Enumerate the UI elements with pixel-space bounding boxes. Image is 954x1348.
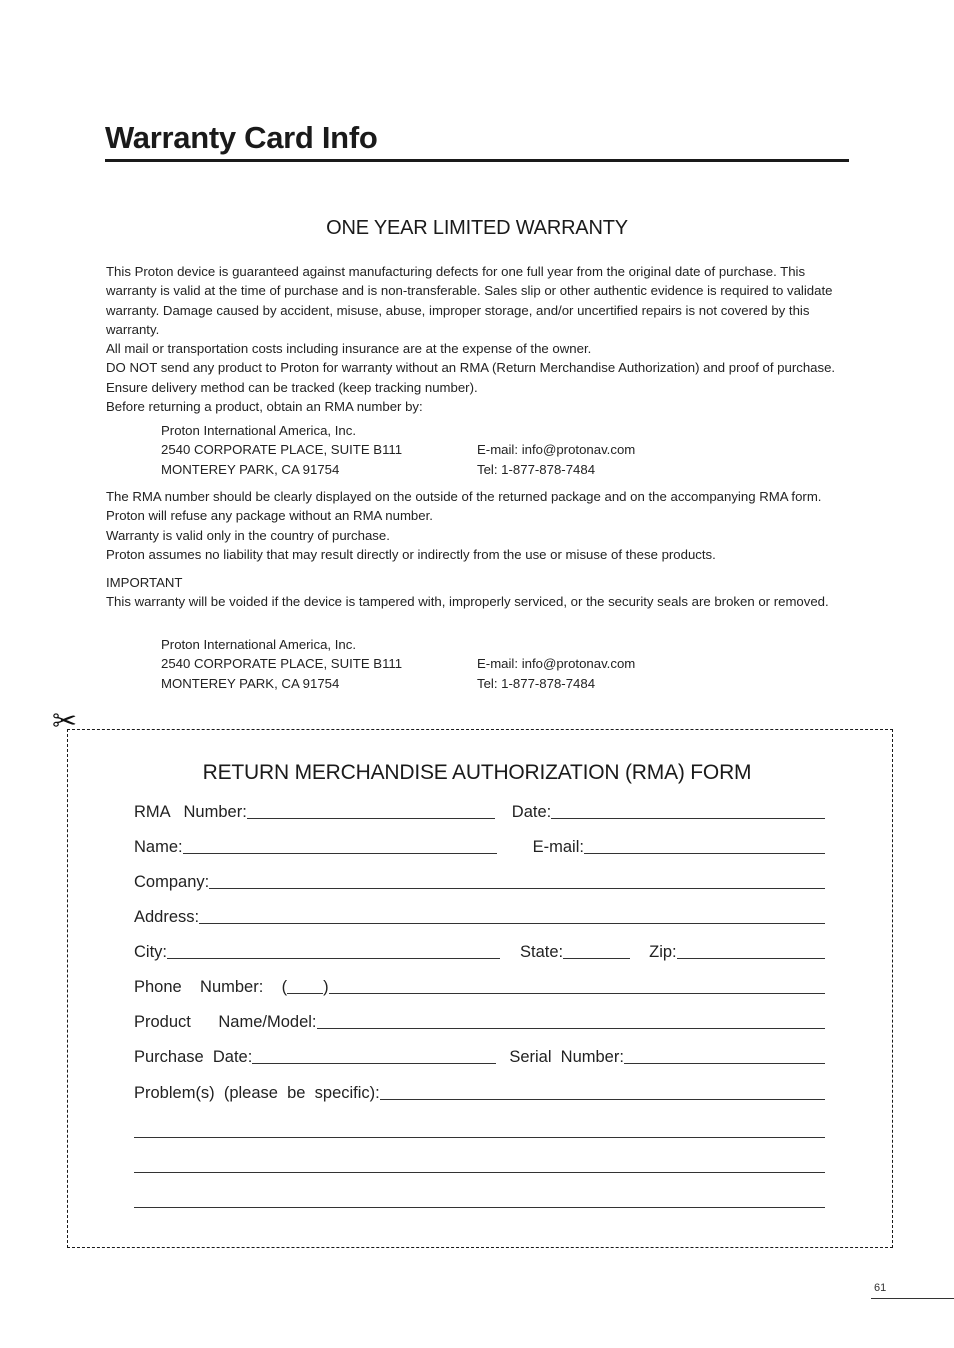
zip-label: Zip:: [649, 943, 677, 961]
page-title: Warranty Card Info: [105, 120, 378, 155]
problems-field[interactable]: [380, 1099, 825, 1100]
email-label: E-mail:: [532, 838, 584, 856]
warranty-text: Proton assumes no liability that may result directly or indirectly from the use or misuse of these products.: [106, 546, 716, 562]
warranty-text: Warranty is valid only in the country of purchase.: [106, 527, 390, 543]
form-row-name-email: [134, 833, 825, 857]
rma-number-label: RMA Number:: [134, 803, 247, 821]
purchase-date-label: Purchase Date:: [134, 1048, 253, 1066]
problems-label: Problem(s) (please be specific):: [134, 1084, 380, 1102]
form-row-address: [134, 903, 825, 927]
form-row-city-state-zip: [134, 938, 825, 962]
phone-label: Phone Number: (: [134, 978, 288, 996]
name-label: Name:: [134, 838, 183, 856]
serial-number-label: Serial Number:: [509, 1048, 624, 1066]
address-field[interactable]: [199, 923, 825, 924]
contact-street: 2540 CORPORATE PLACE, SUITE B111: [161, 656, 403, 672]
phone-area-code-field[interactable]: [287, 993, 323, 994]
city-field[interactable]: [167, 958, 500, 959]
phone-number-field[interactable]: [329, 993, 825, 994]
form-row-problems: [134, 1079, 825, 1103]
warranty-text: This Proton device is guaranteed against manufacturing defects for one full year from the original date of purchase. This warranty is valid at the time of purchase and is non-transferable. Sales slip or other authentic evidence is required to validate warranty. Damage caused by accident, misuse, abuse, improper storage, and/or uncertified repairs is not covered by this warranty.: [106, 264, 833, 337]
product-label: Product Name/Model:: [134, 1013, 317, 1031]
warranty-heading: ONE YEAR LIMITED WARRANTY: [326, 217, 628, 239]
contact-city: MONTEREY PARK, CA 91754: [161, 675, 340, 691]
contact-email: E-mail: info@protonav.com: [477, 442, 636, 458]
product-field[interactable]: [317, 1028, 826, 1029]
page-number-rule: [871, 1298, 954, 1299]
purchase-date-field[interactable]: [252, 1063, 496, 1064]
state-field[interactable]: [563, 958, 630, 959]
city-label: City:: [134, 943, 167, 961]
title-rule: [105, 159, 849, 162]
form-row-product: [134, 1008, 825, 1032]
important-section: [106, 573, 848, 612]
form-row-rma-date: [134, 798, 825, 822]
problems-line[interactable]: [134, 1207, 825, 1208]
form-row-purchase-serial: [134, 1043, 825, 1067]
form-row-company: [134, 868, 825, 892]
warranty-text: The RMA number should be clearly displayed on the outside of the returned package and on the accompanying RMA form. Proton will refuse any package without an RMA number.: [106, 489, 822, 524]
important-text: This warranty will be voided if the device is tampered with, improperly serviced, or the security seals are broken or removed.: [106, 594, 829, 610]
company-label: Company:: [134, 873, 210, 891]
page-number: 61: [874, 1282, 887, 1294]
contact-phone: Tel: 1-877-878-7484: [477, 675, 596, 691]
date-label: Date:: [511, 803, 552, 821]
problems-line[interactable]: [134, 1172, 825, 1173]
warranty-text: DO NOT send any product to Proton for warranty without an RMA (Return Merchandise Authorization) and proof of purchase. Ensure delivery method can be tracked (keep tracking number).: [106, 360, 836, 395]
warranty-text: All mail or transportation costs including insurance are at the expense of the owner.: [106, 341, 592, 357]
problems-line[interactable]: [134, 1137, 825, 1138]
contact-phone: Tel: 1-877-878-7484: [477, 461, 596, 477]
serial-number-field[interactable]: [624, 1063, 825, 1064]
date-field[interactable]: [551, 818, 825, 819]
contact-city: MONTEREY PARK, CA 91754: [161, 461, 340, 477]
email-field[interactable]: [584, 853, 825, 854]
zip-field[interactable]: [677, 958, 825, 959]
state-label: State:: [520, 943, 564, 961]
warranty-text: Before returning a product, obtain an RMA number by:: [106, 399, 423, 415]
name-field[interactable]: [183, 853, 497, 854]
form-row-phone: [134, 973, 825, 997]
form-row-problems-extra: [134, 1117, 825, 1141]
important-label: IMPORTANT: [106, 575, 183, 590]
form-row-problems-extra: [134, 1187, 825, 1211]
contact-street: 2540 CORPORATE PLACE, SUITE B111: [161, 442, 403, 458]
contact-email: E-mail: info@protonav.com: [477, 656, 636, 672]
warranty-paragraph-1: [106, 262, 848, 416]
scissors-icon: ✂: [52, 704, 78, 739]
phone-paren-close: ): [323, 978, 329, 996]
warranty-paragraph-2: [106, 487, 848, 564]
company-field[interactable]: [209, 888, 825, 889]
contact-block-2: [161, 635, 761, 693]
form-row-problems-extra: [134, 1152, 825, 1176]
rma-number-field[interactable]: [247, 818, 495, 819]
contact-company: Proton International America, Inc.: [161, 423, 356, 438]
contact-company: Proton International America, Inc.: [161, 637, 356, 652]
rma-form-heading: RETURN MERCHANDISE AUTHORIZATION (RMA) FORM: [202, 761, 752, 784]
contact-block-1: [161, 421, 761, 479]
address-label: Address:: [134, 908, 200, 926]
